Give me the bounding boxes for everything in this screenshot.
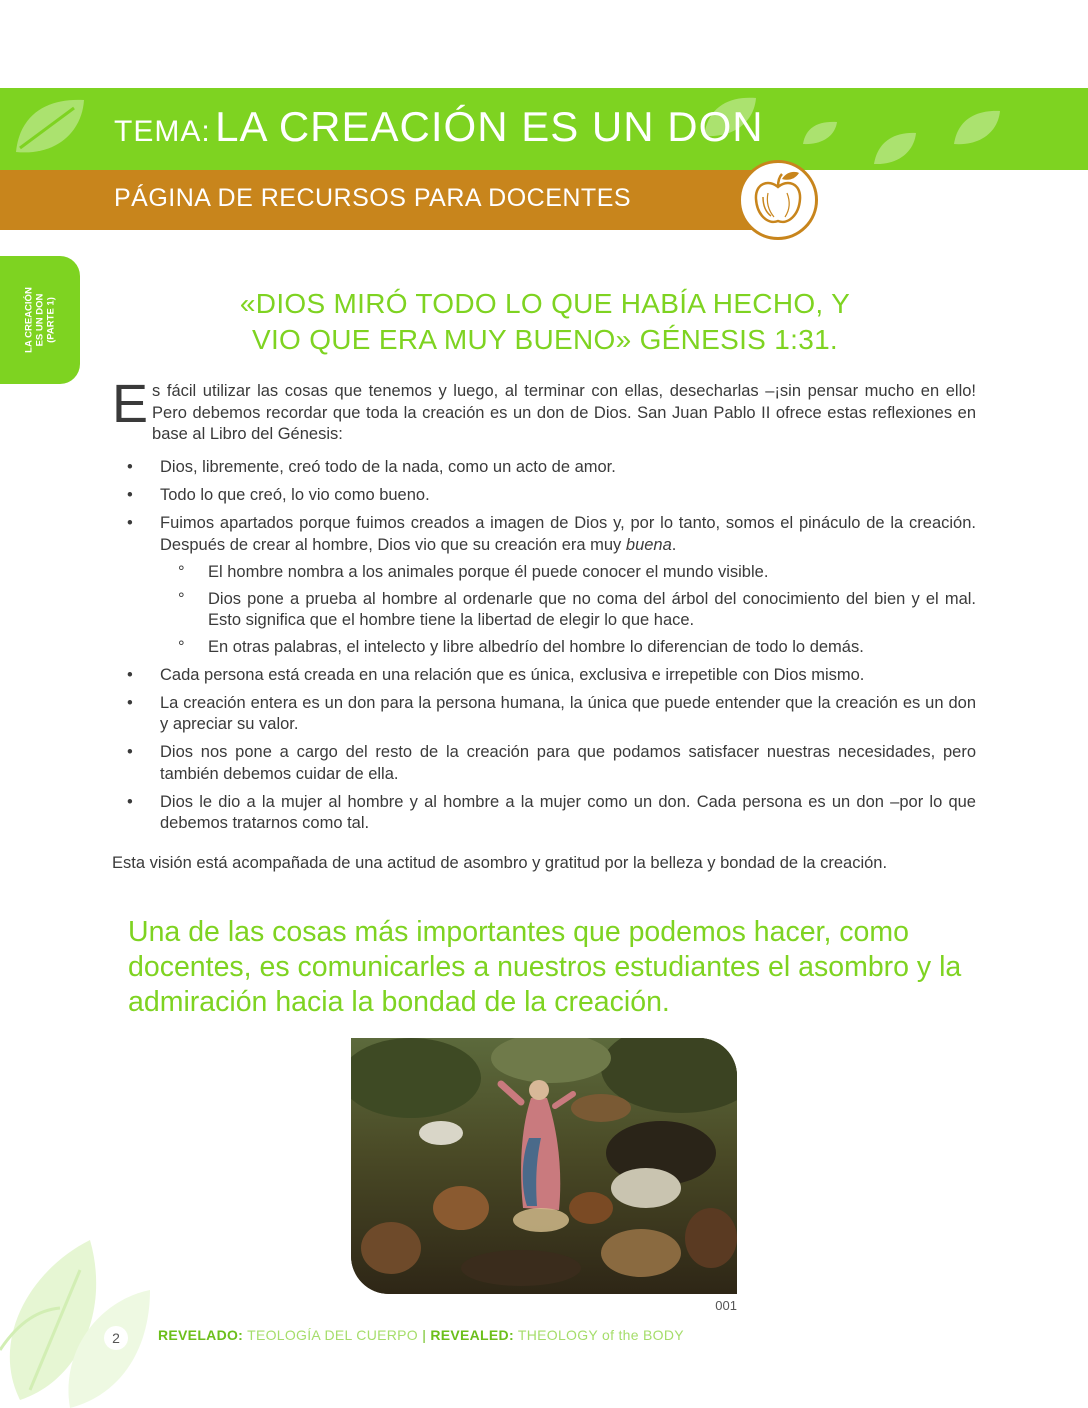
footer-brand-2-sub: THEOLOGY of the BODY [517, 1327, 684, 1343]
footer-separator: | [422, 1327, 427, 1343]
leaf-icon [950, 106, 1004, 148]
footer-brand-1: REVELADO: [158, 1327, 244, 1343]
leaf-icon [10, 92, 90, 162]
apple-icon [741, 163, 815, 237]
page-title [114, 103, 764, 150]
page-number: 2 [104, 1326, 128, 1350]
sub-list-item: ° El hombre nombra a los animales porque él puede conocer el mundo visible. [160, 562, 976, 584]
intro-text: s fácil utilizar las cosas que tenemos y luego, al terminar con ellas, desecharlas –¡sin pensar mucho en ello! Pero debemos recordar que toda la creación es un don de Dios. San Juan Pablo II ofrece estas reflexiones en base al Libro del Génesis: [152, 382, 976, 443]
creation-painting [351, 1038, 737, 1294]
quote-line-1: «DIOS MIRÓ TODO LO QUE HABÍA HECHO, Y [239, 288, 851, 319]
emphasis-word: buena [625, 535, 672, 554]
apple-badge [738, 160, 818, 240]
title-main: LA CREACIÓN ES UN DON [215, 103, 764, 150]
closing-paragraph: Esta visión está acompañada de una actitud de asombro y gratitud por la belleza y bondad de la creación. [112, 854, 888, 872]
drop-cap: E [112, 374, 149, 434]
list-item: • Dios, libremente, creó todo de la nada, como un acto de amor. [112, 457, 976, 479]
reflection-list [112, 457, 976, 841]
page-subtitle: PÁGINA DE RECURSOS PARA DOCENTES [114, 184, 632, 212]
leaf-icon [800, 118, 840, 148]
quote-line-2: VIO QUE ERA MUY BUENO» GÉNESIS 1:31. [251, 324, 839, 355]
sub-list-item: ° En otras palabras, el intelecto y libre albedrío del hombre lo diferencian de todo lo demás. [160, 637, 976, 659]
list-item: • Fuimos apartados porque fuimos creados a imagen de Dios y, por lo tanto, somos el pináculo de la creación. Después de crear al hombre, Dios vio que su creación era muy buena. ° El hombre nombra a los animales porque él puede conocer el mundo visible. ° Dios pone a prueba al hombre al ordenarle que no coma del árbol del conocimiento del bien y el mal. Esto significa que el hombre tiene la libertad de elegir lo que hace. ° En otras palabras, el intelecto y libre albedrío del hombre lo diferencian de todo lo demás. [112, 513, 976, 658]
image-caption: 001 [715, 1298, 737, 1313]
title-prefix: TEMA: [114, 115, 211, 148]
list-item: • Todo lo que creó, lo vio como bueno. [112, 485, 976, 507]
leaf-icon [870, 128, 920, 168]
list-item: • La creación entera es un don para la persona humana, la única que puede entender que la creación es un don y apreciar su valor. [112, 693, 976, 736]
footer-brand-1-sub: TEOLOGÍA DEL CUERPO [247, 1327, 418, 1343]
intro-paragraph [112, 374, 976, 446]
footer-brand-2: REVEALED: [430, 1327, 514, 1343]
highlight-callout: Una de las cosas más importantes que podemos hacer, como docentes, es comunicarles a nuestros estudiantes el asombro y la admiración hacia la bondad de la creación. [128, 916, 962, 1018]
sub-list [160, 562, 976, 658]
list-item: • Dios nos pone a cargo del resto de la creación para que podamos satisfacer nuestras necesidades, pero también debemos cuidar de ella. [112, 742, 976, 785]
painting-image [351, 1038, 737, 1294]
sub-list-item: ° Dios pone a prueba al hombre al ordenarle que no coma del árbol del conocimiento del bien y el mal. Esto significa que el hombre tiene la libertad de elegir lo que hace. [160, 589, 976, 632]
footer-branding [158, 1326, 684, 1344]
side-tab-label: LA CREACIÓN ES UN DON (PARTE 1) [23, 287, 57, 353]
list-item: • Cada persona está creada en una relación que es única, exclusiva e irrepetible con Dios mismo. [112, 665, 976, 687]
leaves-icon [0, 1230, 160, 1408]
list-item: • Dios le dio a la mujer al hombre y al hombre a la mujer como un don. Cada persona es un don –por lo que debemos tratarnos como tal. [112, 792, 976, 835]
scripture-quote [160, 286, 930, 358]
